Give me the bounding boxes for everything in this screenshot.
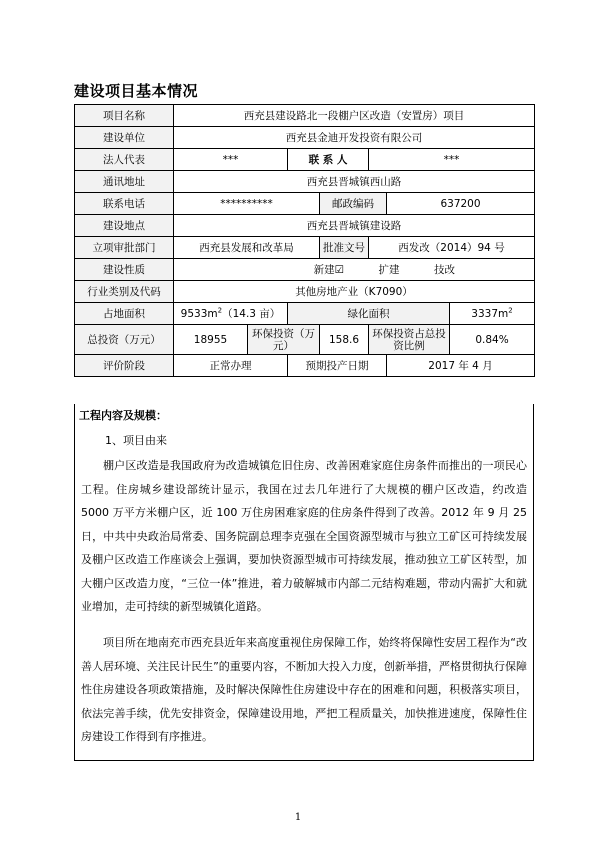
row-project-name — [75, 105, 535, 127]
green-area-value: $3337m^2$ — [450, 303, 535, 325]
row-area — [75, 303, 535, 325]
builder-value: 西充县金迪开发投资有限公司 — [174, 127, 535, 149]
row-approval — [75, 237, 535, 259]
project-info-table — [74, 104, 535, 377]
row-investment — [75, 325, 535, 355]
project-content-section — [74, 404, 534, 761]
nature-option-expand: 扩建 — [378, 263, 400, 276]
content-paragraph-1: 棚户区改造是我国政府为改造城镇危旧住房、改善困难家庭住房条件而推出的一项民心工程。住房城乡建设部统计显示，我国在过去几年进行了大规模的棚户区改造，约改造 5000 万平方米棚户区，近 100 万住房困难家庭的住房条件得到了改善。2012 年 9 月 25 日，中共中央政治局常委、国务院副总理李克强在全国资源型城市与独立工矿区可持续发展及棚户区改造工作座谈会上强调，要加快资源型城市可持续发展，推动独立工矿区转型，加大棚户区改造力度，“三位一体”推进，着力破解城市内部二元结构难题，带动内需扩大和就业增加，走可持续的新型城镇化道路。 — [81, 459, 527, 613]
production-date-label: 预期投产日期 — [288, 355, 387, 377]
total-investment-value: 18955 — [174, 325, 248, 355]
row-nature — [75, 259, 535, 281]
env-investment-value: 158.6 — [320, 325, 369, 355]
content-paragraph-2: 项目所在地南充市西充县近年来高度重视住房保障工作，始终将保障性安居工程作为“改善人居环境、关注民计民生”的重要内容，不断加大投入力度，创新举措，严格贯彻执行保障性住房建设各项政策措施，及时解决保障性住房建设中存在的困难和问题，积极落实项目，依法完善手续，优先安排资金，保障建设用地，严把工程质量关，加快推进速度，保障性住房建设工作得到有序推进。 — [81, 636, 527, 743]
phone-value: ********** — [174, 193, 320, 215]
contact-value: *** — [369, 149, 535, 171]
doc-number-value: 西发改（2014）94 号 — [369, 237, 535, 259]
area-label: 占地面积 — [75, 303, 174, 325]
approval-value: 西充县发展和改革局 — [174, 237, 320, 259]
legal-rep-label: 法人代表 — [75, 149, 174, 171]
content-title: 工程内容及规模： — [79, 409, 167, 422]
project-name-label: 项目名称 — [75, 105, 174, 127]
doc-number-label: 批准文号 — [320, 237, 369, 259]
env-investment-label: 环保投资（万元） — [248, 325, 320, 355]
area-value: $9533m^2(14.3$ 亩） — [174, 303, 288, 325]
row-builder — [75, 127, 535, 149]
nature-option-new: 新建☑ — [313, 263, 344, 276]
nature-label: 建设性质 — [75, 259, 174, 281]
postcode-label: 邮政编码 — [320, 193, 387, 215]
site-label: 建设地点 — [75, 215, 174, 237]
page-number: 1 — [294, 812, 302, 823]
address-value: 西充县晋城镇西山路 — [174, 171, 535, 193]
legal-rep-value: *** — [174, 149, 288, 171]
industry-label: 行业类别及代码 — [75, 281, 174, 303]
evaluation-value: 正常办理 — [174, 355, 288, 377]
builder-label: 建设单位 — [75, 127, 174, 149]
project-name-value: 西充县建设路北一段棚户区改造（安置房）项目 — [174, 105, 535, 127]
env-ratio-label: 环保投资占总投资比例 — [369, 325, 450, 355]
env-ratio-value: 0.84% — [450, 325, 535, 355]
total-investment-label: 总投资（万元） — [75, 325, 174, 355]
row-legal-rep — [75, 149, 535, 171]
postcode-value: 637200 — [387, 193, 535, 215]
content-subtitle: 1、项目由来 — [105, 434, 167, 447]
page-heading: 建设项目基本情况 — [74, 82, 199, 100]
row-phone — [75, 193, 535, 215]
nature-options — [174, 259, 535, 281]
nature-option-upgrade: 技改 — [434, 263, 455, 276]
phone-label: 联系电话 — [75, 193, 174, 215]
evaluation-label: 评价阶段 — [75, 355, 174, 377]
row-address — [75, 171, 535, 193]
production-date-value: 2017 年 4 月 — [387, 355, 535, 377]
row-industry — [75, 281, 535, 303]
site-value: 西充县晋城镇建设路 — [174, 215, 535, 237]
address-label: 通讯地址 — [75, 171, 174, 193]
industry-value: 其他房地产业（K7090） — [174, 281, 535, 303]
contact-label: 联 系 人 — [288, 149, 369, 171]
row-evaluation — [75, 355, 535, 377]
row-site — [75, 215, 535, 237]
green-area-label: 绿化面积 — [288, 303, 450, 325]
approval-label: 立项审批部门 — [75, 237, 174, 259]
